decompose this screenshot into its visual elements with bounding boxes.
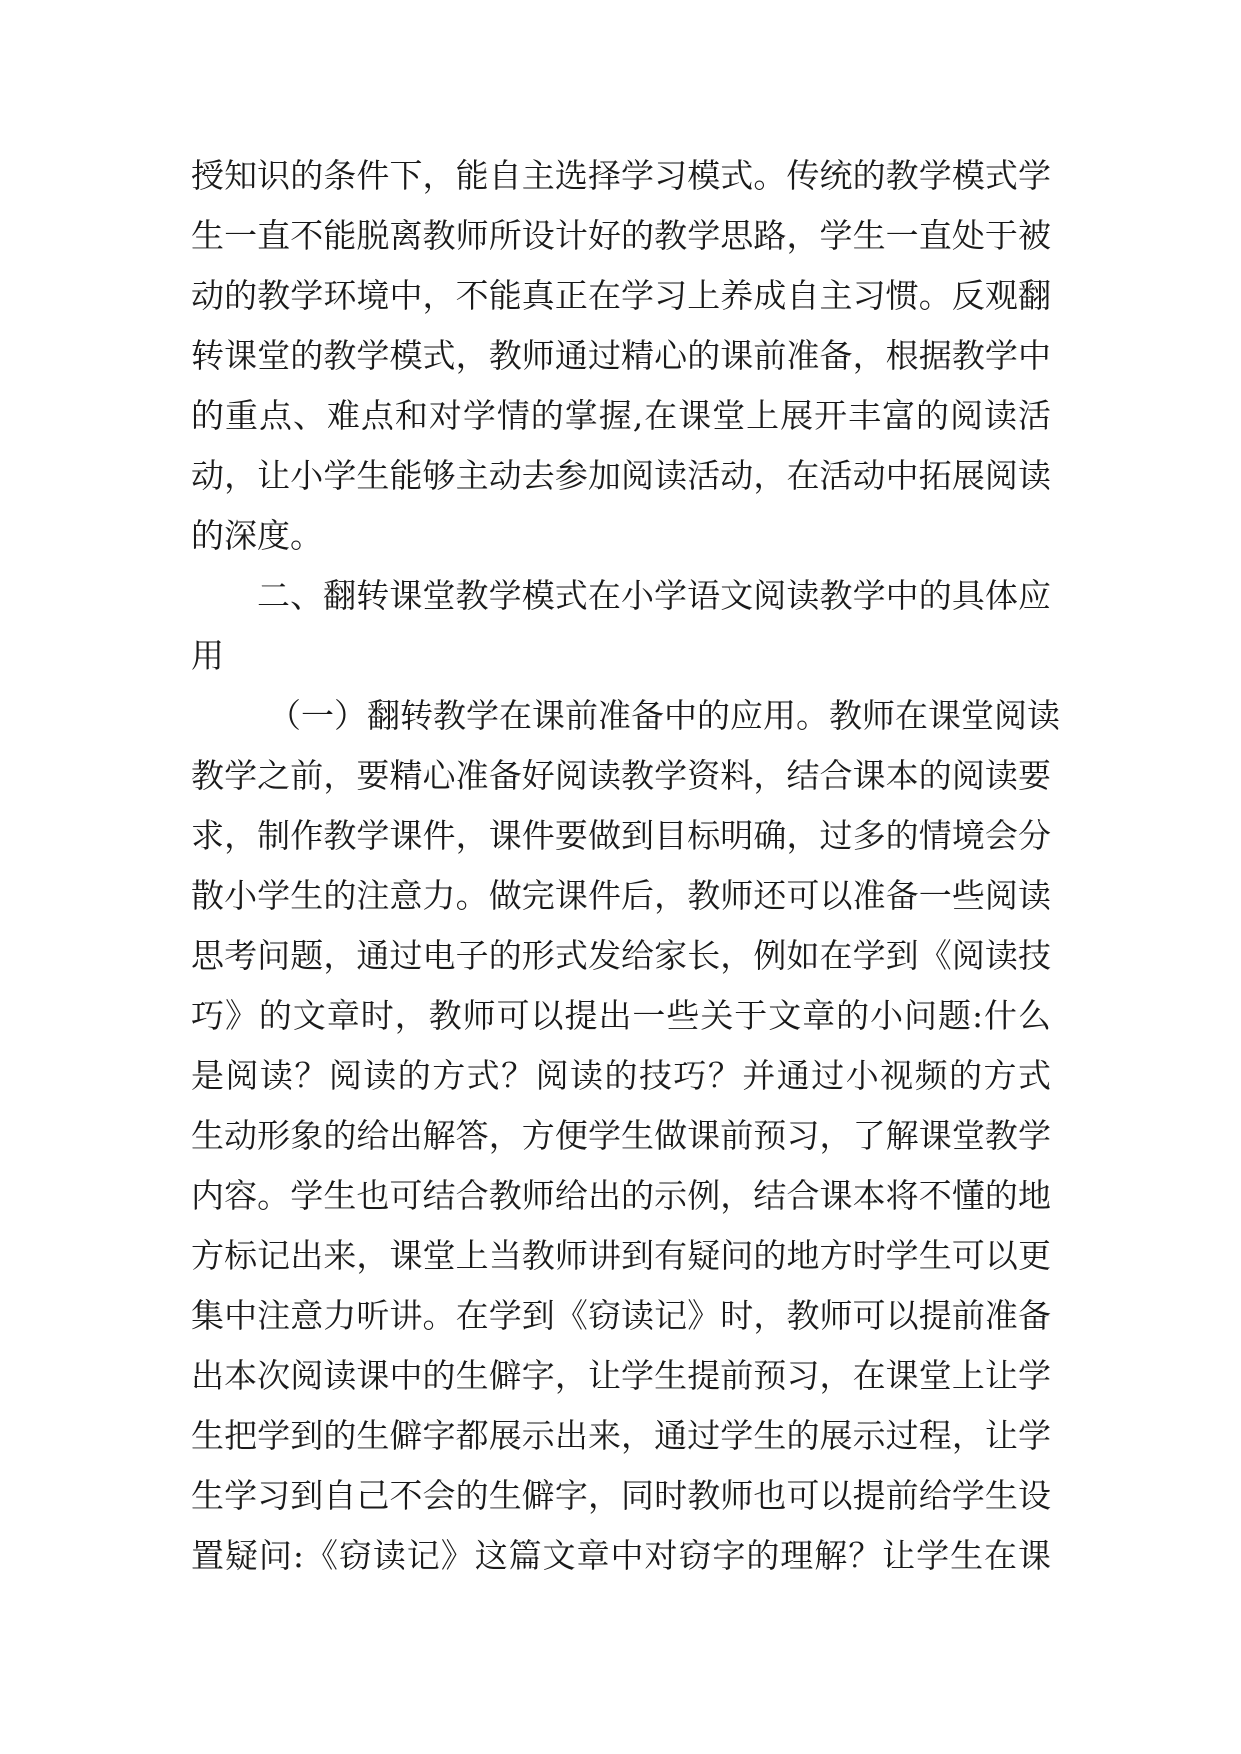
body-text-line: 教学之前，要精心准备好阅读教学资料，结合课本的阅读要 [191, 756, 1051, 795]
body-text-line: 生一直不能脱离教师所设计好的教学思路，学生一直处于被 [191, 216, 1051, 255]
body-text-line: 集中注意力听讲。在学到《窃读记》时，教师可以提前准备 [191, 1296, 1051, 1335]
body-text-line: 授知识的条件下，能自主选择学习模式。传统的教学模式学 [191, 156, 1051, 195]
body-text-line: 动的教学环境中，不能真正在学习上养成自主习惯。反观翻 [191, 276, 1051, 315]
body-text-line: 是阅读？阅读的方式？阅读的技巧？并通过小视频的方式 [191, 1056, 1051, 1095]
body-text-line: 置疑问:《窃读记》这篇文章中对窃字的理解？让学生在课 [191, 1536, 1051, 1575]
body-text-line: 方标记出来，课堂上当教师讲到有疑问的地方时学生可以更 [191, 1236, 1051, 1275]
body-text-line: 巧》的文章时，教师可以提出一些关于文章的小问题:什么 [191, 996, 1051, 1035]
body-text-line: 散小学生的注意力。做完课件后，教师还可以准备一些阅读 [191, 876, 1051, 915]
body-text-line: 转课堂的教学模式，教师通过精心的课前准备，根据教学中 [191, 336, 1051, 375]
body-text-line: 生动形象的给出解答，方便学生做课前预习，了解课堂教学 [191, 1116, 1051, 1155]
body-text-line: 的重点、难点和对学情的掌握,在课堂上展开丰富的阅读活 [191, 396, 1051, 435]
body-text-line: 出本次阅读课中的生僻字，让学生提前预习，在课堂上让学 [191, 1356, 1051, 1395]
body-text-line: 求，制作教学课件，课件要做到目标明确，过多的情境会分 [191, 816, 1051, 855]
body-text-line: 内容。学生也可结合教师给出的示例，结合课本将不懂的地 [191, 1176, 1051, 1215]
body-text-line: 动，让小学生能够主动去参加阅读活动，在活动中拓展阅读 [191, 456, 1051, 495]
section-heading-line: 用 [191, 636, 224, 675]
section-heading-line: 二、翻转课堂教学模式在小学语文阅读教学中的具体应 [257, 576, 1051, 615]
body-text-line: 生学习到自己不会的生僻字，同时教师也可以提前给学生设 [191, 1476, 1051, 1515]
body-text-line: （一）翻转教学在课前准备中的应用。教师在课堂阅读 [268, 696, 1060, 735]
body-text-line: 生把学到的生僻字都展示出来，通过学生的展示过程，让学 [191, 1416, 1051, 1455]
body-text-line: 的深度。 [191, 516, 323, 555]
body-text-line: 思考问题，通过电子的形式发给家长，例如在学到《阅读技 [191, 936, 1051, 975]
